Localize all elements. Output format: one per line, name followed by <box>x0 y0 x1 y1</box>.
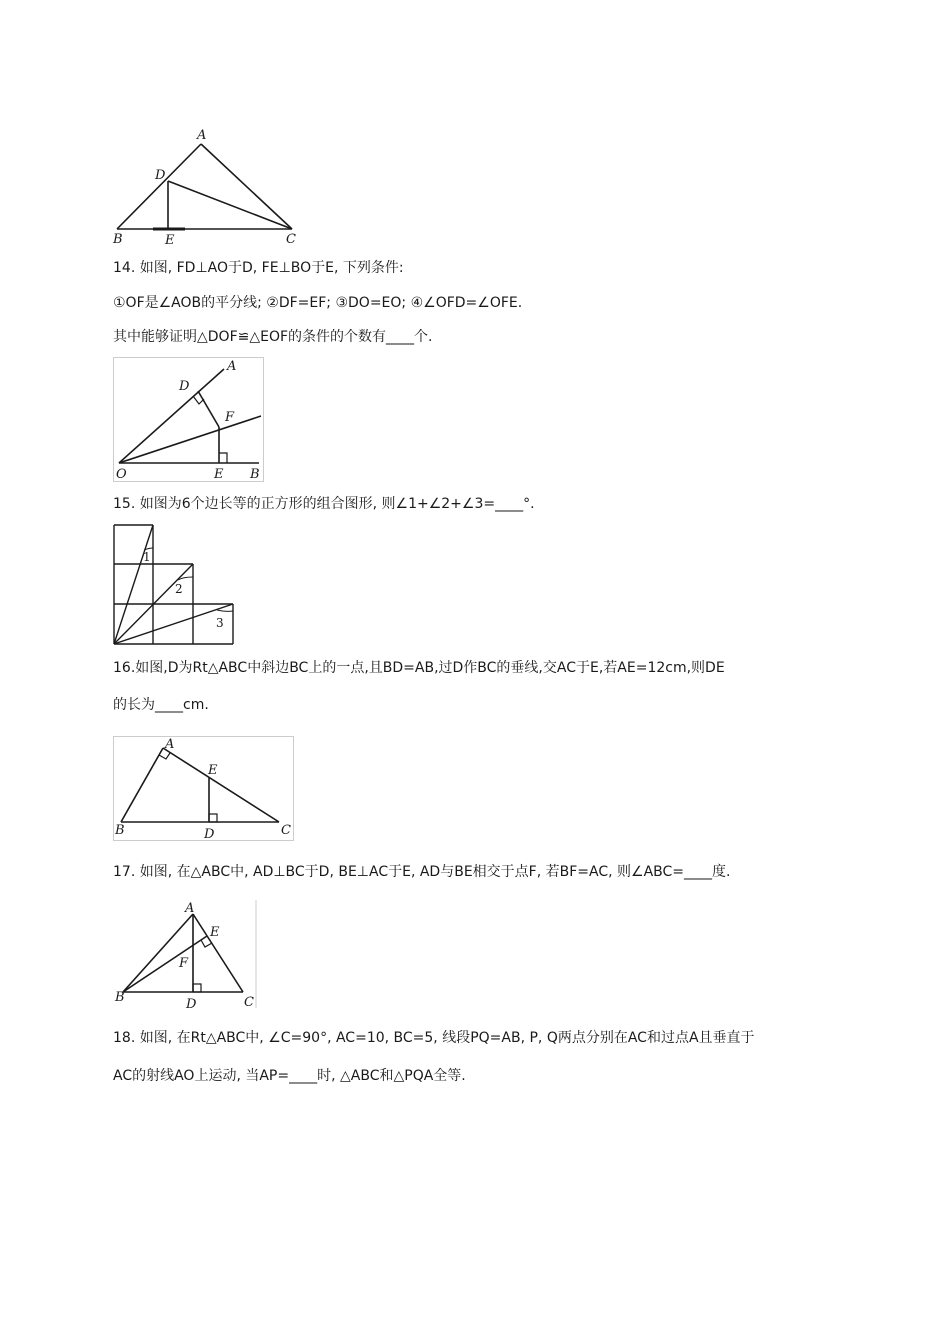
label-a: A <box>197 128 207 143</box>
question-16-line-2: 的长为____cm. <box>113 697 209 713</box>
question-14-line-2: ①OF是∠AOB的平分线; ②DF=EF; ③DO=EO; ④∠OFD=∠OFE. <box>113 295 523 311</box>
angle-label-3: 3 <box>216 616 224 630</box>
label-f: F <box>179 956 189 971</box>
label-d: D <box>186 997 197 1010</box>
label-b: B <box>250 467 260 482</box>
figure-triangle-abc-13 <box>105 122 305 250</box>
figure-right-triangle-16 <box>113 736 295 842</box>
label-e: E <box>214 467 224 482</box>
label-d: D <box>204 827 215 842</box>
question-14-line-3: 其中能够证明△DOF≌△EOF的条件的个数有____个. <box>113 329 433 345</box>
label-c: C <box>281 823 291 838</box>
figure-triangle-altitudes-17 <box>113 900 259 1010</box>
figure-angle-bisector-14 <box>113 357 265 483</box>
label-b: B <box>115 990 125 1005</box>
label-b: B <box>113 232 123 247</box>
question-14-line-1: 14. 如图, FD⊥AO于D, FE⊥BO于E, 下列条件: <box>113 260 404 276</box>
label-e: E <box>210 925 220 940</box>
label-d: D <box>155 168 166 183</box>
label-d: D <box>179 379 190 394</box>
label-c: C <box>244 995 254 1010</box>
angle-label-1: 1 <box>143 550 151 564</box>
label-o: O <box>116 467 127 482</box>
question-15-line-1: 15. 如图为6个边长等的正方形的组合图形, 则∠1+∠2+∠3=____°. <box>113 496 535 512</box>
label-a: A <box>165 737 175 752</box>
figure-six-squares-15 <box>113 524 235 646</box>
question-18-line-2: AC的射线AO上运动, 当AP=____时, △ABC和△PQA全等. <box>113 1068 466 1084</box>
label-c: C <box>286 232 296 247</box>
label-a: A <box>185 901 195 916</box>
question-17-line-1: 17. 如图, 在△ABC中, AD⊥BC于D, BE⊥AC于E, AD与BE相交于点F, 若BF=AC, 则∠ABC=____度. <box>113 864 731 880</box>
label-e: E <box>208 763 218 778</box>
question-18-line-1: 18. 如图, 在Rt△ABC中, ∠C=90°, AC=10, BC=5, 线段PQ=AB, P, Q两点分别在AC和过点A且垂直于 <box>113 1030 755 1046</box>
angle-label-2: 2 <box>175 582 183 596</box>
label-b: B <box>115 823 125 838</box>
question-16-line-1: 16.如图,D为Rt△ABC中斜边BC上的一点,且BD=AB,过D作BC的垂线,交AC于E,若AE=12cm,则DE <box>113 660 725 676</box>
label-a: A <box>227 359 237 374</box>
label-e: E <box>165 233 175 248</box>
label-f: F <box>225 410 235 425</box>
